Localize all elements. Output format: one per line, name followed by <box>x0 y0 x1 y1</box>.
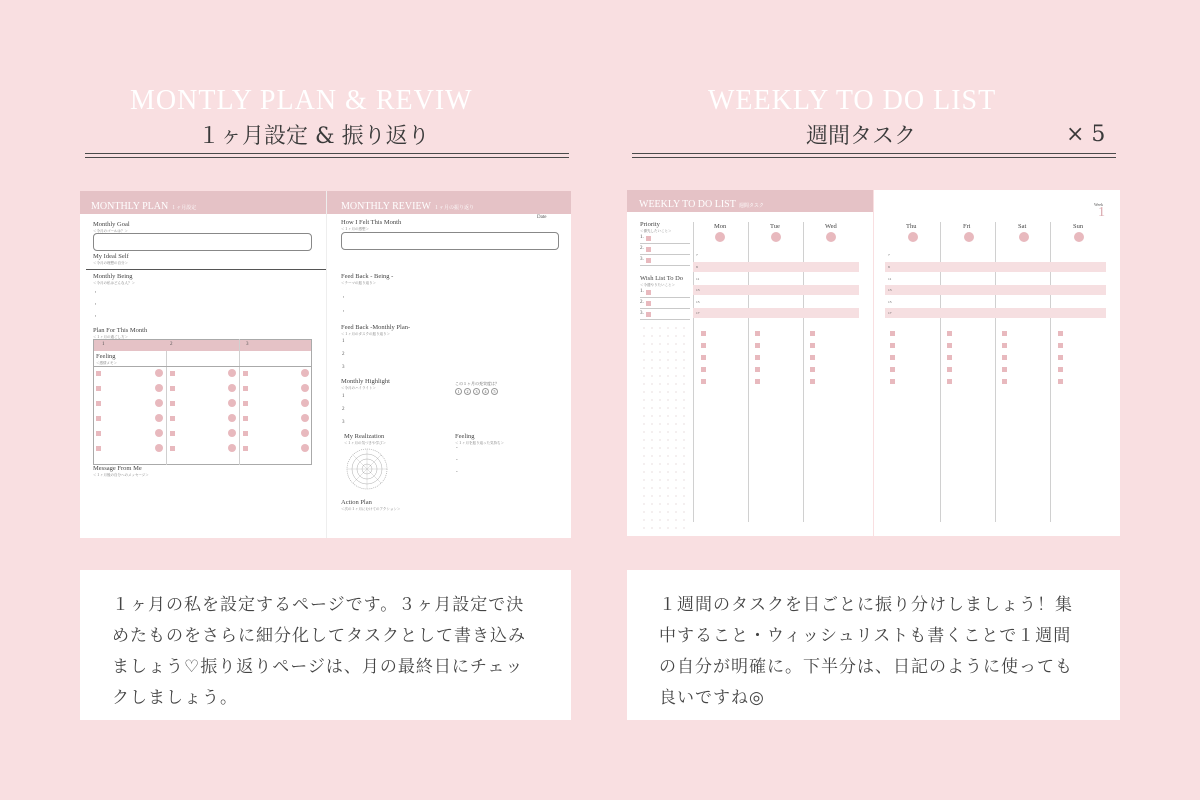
day-label-wed: Wed <box>825 223 837 230</box>
task-marker <box>228 399 236 407</box>
rating-option[interactable]: 1 <box>455 388 462 395</box>
plan-for-month-sub: ＜１ヶ月の過ごし方＞ <box>93 335 128 339</box>
time-slot: 11 <box>696 277 700 281</box>
task-marker <box>301 429 309 437</box>
day-task-checkbox[interactable] <box>1002 367 1007 372</box>
action-plan-label: Action Plan <box>341 499 372 506</box>
action-plan-sub: ＜次の１ヶ月にむけてのアクション＞ <box>341 507 401 511</box>
rating-option[interactable]: 5 <box>491 388 498 395</box>
time-band <box>693 285 859 295</box>
day-task-checkbox[interactable] <box>1058 355 1063 360</box>
feedback-plan-number: 3 <box>342 365 345 370</box>
day-task-checkbox[interactable] <box>1002 379 1007 384</box>
task-marker <box>155 369 163 377</box>
highlight-number: 3 <box>342 420 345 425</box>
feedback-plan-sub: ＜１ヶ月のタスクの振り返り＞ <box>341 332 390 336</box>
day-label-fri: Fri <box>963 223 971 230</box>
priority-sub: ＜優先したいこと＞ <box>640 229 672 233</box>
monthly-goal-label: Monthly Goal <box>93 221 130 228</box>
wish-checkbox[interactable] <box>646 301 651 306</box>
highlight-sub: ＜今月のハイライト＞ <box>341 386 376 390</box>
priority-number: 2. <box>640 246 644 251</box>
plan-grid-divider <box>239 339 240 465</box>
priority-checkbox[interactable] <box>646 258 651 263</box>
task-marker <box>301 444 309 452</box>
day-task-checkbox[interactable] <box>947 331 952 336</box>
being-bullet: ・ <box>93 303 99 308</box>
day-task-checkbox[interactable] <box>890 355 895 360</box>
how-i-felt-label: How I Felt This Month <box>341 219 402 226</box>
wish-list-label: Wish List To Do <box>640 275 684 282</box>
priority-label: Priority <box>640 221 660 228</box>
task-checkbox[interactable] <box>243 446 248 451</box>
feedback-bullet: ・ <box>341 296 347 301</box>
realization-label: My Realization <box>344 433 385 440</box>
time-slot: 17 <box>696 311 700 315</box>
wish-number: 2. <box>640 300 644 305</box>
message-sub: ＜１ヶ月後の自分へのメッセージ＞ <box>93 473 149 477</box>
task-checkbox[interactable] <box>170 416 175 421</box>
time-band <box>693 262 859 272</box>
feeling-sub: ＜感情メモ＞ <box>96 361 117 365</box>
task-marker <box>301 414 309 422</box>
day-circle <box>771 232 781 242</box>
day-circle <box>826 232 836 242</box>
time-slot: 15 <box>696 300 700 304</box>
plan-column-2: 2 <box>170 342 173 347</box>
day-label-sun: Sun <box>1073 223 1084 230</box>
task-marker <box>301 399 309 407</box>
plan-grid-divider <box>166 351 167 465</box>
day-task-checkbox[interactable] <box>890 343 895 348</box>
priority-line <box>640 265 690 266</box>
right-heading-en: WEEKLY TO DO LIST <box>708 85 997 116</box>
feedback-plan-number: 1 <box>342 339 345 344</box>
rating-option[interactable]: 3 <box>473 388 480 395</box>
day-label-mon: Mon <box>714 223 727 230</box>
day-task-checkbox[interactable] <box>701 355 706 360</box>
plan-column-1: 1 <box>102 342 105 347</box>
plan-grid <box>93 339 312 465</box>
monthly-goal-sub: ＜今月のゴールは？＞ <box>93 229 128 233</box>
wish-line <box>640 308 690 309</box>
day-task-checkbox[interactable] <box>1002 331 1007 336</box>
day-circle <box>1074 232 1084 242</box>
time-slot: 9 <box>888 265 890 269</box>
task-checkbox[interactable] <box>96 386 101 391</box>
task-checkbox[interactable] <box>96 431 101 436</box>
day-task-checkbox[interactable] <box>1058 379 1063 384</box>
feeling-bullet: - <box>456 470 458 475</box>
task-checkbox[interactable] <box>243 371 248 376</box>
day-task-checkbox[interactable] <box>810 355 815 360</box>
realization-sub: ＜１ヶ月の気づきや学び＞ <box>344 441 386 445</box>
feeling-bullet: - <box>456 446 458 451</box>
wish-line <box>640 319 690 320</box>
ideal-self-sub: ＜今月の理想の自分＞ <box>93 261 128 265</box>
left-description-box <box>80 570 571 720</box>
day-task-checkbox[interactable] <box>947 367 952 372</box>
priority-line <box>640 254 690 255</box>
task-marker <box>155 414 163 422</box>
being-bullet: ・ <box>93 315 99 320</box>
task-checkbox[interactable] <box>170 401 175 406</box>
task-marker <box>228 384 236 392</box>
plan-for-month-label: Plan For This Month <box>93 327 148 334</box>
time-slot: 17 <box>888 311 892 315</box>
task-checkbox[interactable] <box>96 416 101 421</box>
day-task-checkbox[interactable] <box>810 343 815 348</box>
day-task-checkbox[interactable] <box>755 343 760 348</box>
day-task-checkbox[interactable] <box>1058 331 1063 336</box>
task-checkbox[interactable] <box>170 431 175 436</box>
feedback-being-sub: ＜テーマの振り返り＞ <box>341 281 376 285</box>
task-checkbox[interactable] <box>243 431 248 436</box>
monthly-review-title: MONTHLY REVIEW １ヶ月の振り返り <box>341 201 475 212</box>
day-task-checkbox[interactable] <box>890 379 895 384</box>
time-band <box>885 285 1106 295</box>
left-heading-en: MONTLY PLAN & REVIW <box>130 85 473 116</box>
day-task-checkbox[interactable] <box>755 379 760 384</box>
weekly-title: WEEKLY TO DO LIST 週間タスク <box>639 199 764 210</box>
time-slot: 11 <box>888 277 892 281</box>
priority-line <box>640 243 690 244</box>
task-marker <box>228 429 236 437</box>
task-marker <box>228 414 236 422</box>
task-marker <box>155 399 163 407</box>
day-task-checkbox[interactable] <box>810 367 815 372</box>
date-label: Date <box>537 215 547 220</box>
day-task-checkbox[interactable] <box>810 379 815 384</box>
monthly-review-page <box>326 191 571 538</box>
how-i-felt-sub: ＜１ヶ月の感想＞ <box>341 227 369 231</box>
day-task-checkbox[interactable] <box>755 355 760 360</box>
wish-line <box>640 297 690 298</box>
ideal-self-label: My Ideal Self <box>93 253 129 260</box>
divider <box>86 269 326 270</box>
monthly-plan-page <box>80 191 326 538</box>
feedback-plan-number: 2 <box>342 352 345 357</box>
time-slot: 13 <box>888 288 892 292</box>
task-marker <box>155 429 163 437</box>
time-band <box>885 308 1106 318</box>
task-checkbox[interactable] <box>170 446 175 451</box>
dot-grid <box>640 324 690 529</box>
day-task-checkbox[interactable] <box>701 379 706 384</box>
highlight-number: 2 <box>342 407 345 412</box>
right-description-box <box>627 570 1120 720</box>
priority-checkbox[interactable] <box>646 236 651 241</box>
task-marker <box>301 384 309 392</box>
time-slot: 7 <box>888 253 890 257</box>
day-task-checkbox[interactable] <box>701 343 706 348</box>
how-i-felt-box[interactable] <box>341 232 559 250</box>
left-description-text: １ヶ月の私を設定するページです。３ヶ月設定で決めたものをさらに細分化してタスクとして書き込みましょう♡振り返りページは、月の最終日にチェックしましょう。 <box>112 595 526 708</box>
day-task-checkbox[interactable] <box>701 331 706 336</box>
day-task-checkbox[interactable] <box>1002 343 1007 348</box>
monthly-plan-title: MONTHLY PLAN １ヶ月設定 <box>91 201 197 212</box>
task-checkbox[interactable] <box>243 401 248 406</box>
week-number: 1 <box>1098 205 1105 220</box>
day-label-thu: Thu <box>906 223 917 230</box>
day-label-tue: Tue <box>770 223 780 230</box>
task-checkbox[interactable] <box>170 386 175 391</box>
feedback-bullet: ・ <box>341 310 347 315</box>
time-slot: 7 <box>696 253 698 257</box>
time-slot: 15 <box>888 300 892 304</box>
task-marker <box>228 444 236 452</box>
time-slot: 9 <box>696 265 698 269</box>
day-task-checkbox[interactable] <box>1002 355 1007 360</box>
day-task-checkbox[interactable] <box>947 355 952 360</box>
day-circle <box>715 232 725 242</box>
task-checkbox[interactable] <box>170 371 175 376</box>
priority-checkbox[interactable] <box>646 247 651 252</box>
realization-wheel-icon <box>345 447 389 491</box>
task-marker <box>228 369 236 377</box>
day-task-checkbox[interactable] <box>755 367 760 372</box>
day-circle <box>908 232 918 242</box>
day-task-checkbox[interactable] <box>1058 343 1063 348</box>
weekly-right-page <box>874 190 1120 536</box>
day-task-checkbox[interactable] <box>701 367 706 372</box>
day-task-checkbox[interactable] <box>947 379 952 384</box>
feedback-being-label: Feed Back - Being - <box>341 273 394 280</box>
day-task-checkbox[interactable] <box>1058 367 1063 372</box>
monthly-being-sub: ＜今月の私はどんな人？＞ <box>93 281 135 285</box>
task-checkbox[interactable] <box>96 371 101 376</box>
plan-grid-row-line <box>93 366 312 367</box>
wish-number: 3. <box>640 311 644 316</box>
highlight-label: Monthly Highlight <box>341 378 390 385</box>
feeling-label: Feeling <box>96 353 116 360</box>
monthly-being-label: Monthly Being <box>93 273 133 280</box>
task-checkbox[interactable] <box>243 416 248 421</box>
priority-number: 1. <box>640 235 644 240</box>
day-circle <box>1019 232 1029 242</box>
feedback-plan-label: Feed Back -Monthly Plan- <box>341 324 411 331</box>
review-feeling-sub: ＜１ヶ月を振り返った気持ち＞ <box>455 441 504 445</box>
day-task-checkbox[interactable] <box>755 331 760 336</box>
task-marker <box>301 369 309 377</box>
task-checkbox[interactable] <box>243 386 248 391</box>
day-circle <box>964 232 974 242</box>
day-task-checkbox[interactable] <box>890 331 895 336</box>
weekly-left-page <box>627 190 873 536</box>
being-bullet: ・ <box>93 291 99 296</box>
right-description-text: １週間のタスクを日ごとに振り分けしましょう！集中すること・ウィッシュリストも書くことで１週間の自分が明確に。下半分は、日記のように使っても良いですね◎ <box>659 595 1073 708</box>
wish-number: 1. <box>640 289 644 294</box>
day-label-sat: Sat <box>1018 223 1027 230</box>
left-heading-jp: １ヶ月設定 & 振り返り <box>198 124 430 149</box>
task-checkbox[interactable] <box>96 446 101 451</box>
time-slot: 13 <box>696 288 700 292</box>
task-marker <box>155 444 163 452</box>
feeling-bullet: - <box>456 458 458 463</box>
time-band <box>885 262 1106 272</box>
highlight-number: 1 <box>342 394 345 399</box>
priority-number: 3. <box>640 257 644 262</box>
wish-list-sub: ＜今週やりたいこと＞ <box>640 283 675 287</box>
right-heading-jp: 週間タスク <box>806 124 917 149</box>
rating-option[interactable]: 4 <box>482 388 489 395</box>
task-marker <box>155 384 163 392</box>
right-heading-rule <box>632 153 1116 158</box>
plan-column-3: 3 <box>246 342 249 347</box>
monthly-goal-box[interactable] <box>93 233 312 251</box>
review-feeling-label: Feeling <box>455 433 475 440</box>
message-label: Message From Me <box>93 465 142 472</box>
wish-checkbox[interactable] <box>646 290 651 295</box>
rating-option[interactable]: 2 <box>464 388 471 395</box>
week-label: Week <box>1094 202 1104 207</box>
time-band <box>693 308 859 318</box>
rating-question: この１ヶ月の充実度は？ <box>455 381 499 386</box>
right-heading-multiplier: × 5 <box>1066 122 1106 147</box>
left-heading-rule <box>85 153 569 158</box>
wish-checkbox[interactable] <box>646 312 651 317</box>
day-task-checkbox[interactable] <box>810 331 815 336</box>
day-task-checkbox[interactable] <box>947 343 952 348</box>
task-checkbox[interactable] <box>96 401 101 406</box>
day-task-checkbox[interactable] <box>890 367 895 372</box>
